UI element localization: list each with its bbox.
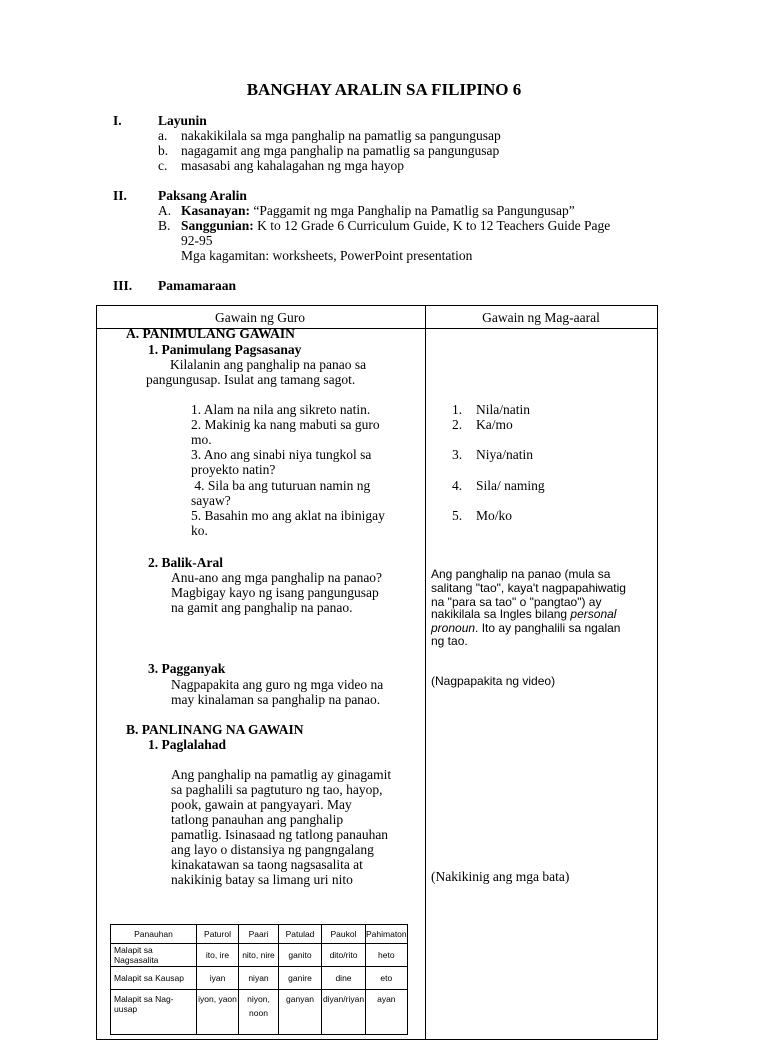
subject-a-letter: A. — [158, 203, 172, 218]
subject-b-letter: B. — [158, 218, 171, 233]
kasanayan-text: “Paggamit ng mga Panghalip na Pamatlig sa Pangungusap” — [253, 203, 575, 218]
kasanayan-label: Kasanayan: — [181, 203, 251, 218]
b1-line: pamatlig. Isinasaad ng tatlong panauhan — [171, 827, 389, 842]
b1-answer: (Nakikinig ang mga bata) — [431, 869, 570, 884]
table-header-row — [111, 925, 408, 944]
question-line: 3. Ano ang sinabi niya tungkol sa — [191, 447, 372, 462]
b1-line: ang layo o distansiya ng pangngalang — [171, 842, 374, 857]
table-cell: Malapit sa Kausap — [111, 967, 197, 990]
table-cell: dine — [322, 967, 366, 990]
table-cell: nito, nire — [239, 944, 279, 967]
table-cell: niyan — [239, 967, 279, 990]
answer-text: Niya/natin — [476, 447, 533, 462]
answer-text: Nila/natin — [476, 402, 530, 417]
table-cell: eto — [366, 967, 408, 990]
cell-line: noon — [249, 1008, 268, 1018]
b1-line: tatlong panauhan ang panghalip — [171, 812, 344, 827]
pamatlig-table — [110, 924, 408, 1035]
kagamitan-text: Mga kagamitan: worksheets, PowerPoint presentation — [181, 248, 473, 263]
answer-number: 4. — [452, 478, 463, 493]
a1-title: 1. Panimulang Pagsasanay — [148, 342, 302, 357]
sanggunian-text: K to 12 Grade 6 Curriculum Guide, K to 12 Teachers Guide Page — [257, 218, 611, 233]
a2-answer-line — [431, 621, 620, 635]
objective-b: nagagamit ang mga panghalip na pamatlig sa pangungusap — [181, 143, 500, 158]
a2-title: 2. Balik-Aral — [148, 555, 224, 570]
answer-text: Ka/mo — [476, 417, 513, 432]
a2-answer-italic: pronoun — [431, 621, 476, 635]
objective-a-letter: a. — [158, 128, 168, 143]
table-row — [111, 967, 408, 990]
table-cell: ayan — [366, 990, 408, 1035]
objective-a: nakakikilala sa mga panghalip na pamatlig sa pangungusap — [181, 128, 501, 143]
col-header-mag-aaral: Gawain ng Mag-aaral — [482, 310, 600, 325]
a2-line: Magbigay kayo ng isang pangungusap — [171, 585, 379, 600]
answer-number: 5. — [452, 508, 463, 523]
sanggunian-text-cont: 92-95 — [181, 233, 213, 248]
subject-a — [181, 203, 575, 218]
table-cell: diyan/riyan — [322, 990, 366, 1035]
section-3-number: III. — [113, 278, 133, 293]
header-paturol: Paturol — [197, 925, 239, 944]
answer-number: 3. — [452, 447, 463, 462]
section-1-number: I. — [113, 113, 122, 128]
question-line: 4. Sila ba ang tuturuan namin ng — [191, 478, 371, 493]
answer-text: Sila/ naming — [476, 478, 545, 493]
objective-c-letter: c. — [158, 158, 168, 173]
objective-c: masasabi ang kahalagahan ng mga hayop — [181, 158, 405, 173]
section-2-title: Paksang Aralin — [158, 188, 247, 203]
a2-answer-italic: personal — [570, 607, 617, 621]
b1-line: kinakatawan sa taong nagsasalita at — [171, 857, 363, 872]
a3-answer: (Nagpapakita ng video) — [431, 674, 556, 688]
a1-instruction-1: Kilalanin ang panghalip na panao sa — [170, 357, 367, 372]
table-cell: ganito — [279, 944, 322, 967]
header-patulad: Patulad — [279, 925, 322, 944]
a2-answer-line: na "para sa tao" o "pangtao") ay — [431, 595, 602, 609]
table-row — [111, 944, 408, 967]
part-a-title: A. PANIMULANG GAWAIN — [126, 326, 295, 341]
section-1-title: Layunin — [158, 113, 207, 128]
question-line: mo. — [191, 432, 212, 447]
b1-line: Ang panghalip na pamatlig ay ginagamit — [171, 767, 392, 782]
answer-number: 2. — [452, 417, 463, 432]
header-paari: Paari — [239, 925, 279, 944]
a2-answer-text: . Ito ay panghalili sa ngalan — [475, 621, 621, 635]
answer-text: Mo/ko — [476, 508, 513, 523]
table-cell: iyon, yaon — [197, 990, 239, 1035]
section-3-title: Pamamaraan — [158, 278, 236, 293]
a2-answer-line: ng tao. — [431, 634, 468, 648]
a2-answer-line: salitang "tao", kaya't nagpapahiwatig — [431, 581, 626, 595]
table-cell: heto — [366, 944, 408, 967]
answer-number: 1. — [452, 402, 463, 417]
col-header-guro: Gawain ng Guro — [215, 310, 305, 325]
table-cell — [239, 990, 279, 1035]
a2-number-title — [148, 555, 223, 570]
b1-line: pook, gawain at pangyayari. May — [171, 797, 352, 812]
table-cell: iyan — [197, 967, 239, 990]
a2-answer-line — [431, 607, 616, 621]
objective-b-letter: b. — [158, 143, 169, 158]
question-line: 1. Alam na nila ang sikreto natin. — [191, 402, 371, 417]
header-pahimaton: Pahimaton — [366, 925, 408, 944]
question-line: proyekto natin? — [191, 462, 276, 477]
section-2-number: II. — [113, 188, 127, 203]
question-line: ko. — [191, 523, 208, 538]
table-cell: ito, ire — [197, 944, 239, 967]
a1-instruction-2: pangungusap. Isulat ang tamang sagot. — [146, 372, 356, 387]
table-cell: Malapit sa Nagsasalita — [111, 944, 197, 967]
table-cell: dito/rito — [322, 944, 366, 967]
table-column-divider — [425, 306, 426, 1039]
cell-line: niyon, — [247, 994, 270, 1004]
b1-title: 1. Paglalahad — [148, 737, 227, 752]
subject-b — [181, 218, 610, 233]
a3-title: 3. Pagganyak — [148, 661, 226, 676]
table-row — [111, 990, 408, 1035]
table-cell: Malapit sa Nag-uusap — [111, 990, 197, 1035]
part-b-title: B. PANLINANG NA GAWAIN — [126, 722, 304, 737]
a2-answer-text: nakikilala sa Ingles bilang — [431, 607, 571, 621]
a3-line: Nagpapakita ang guro ng mga video na — [171, 677, 384, 692]
document-title: BANGHAY ARALIN SA FILIPINO 6 — [246, 80, 522, 99]
sanggunian-label: Sanggunian: — [181, 218, 254, 233]
a2-answer-line: Ang panghalip na panao (mula sa — [431, 567, 611, 581]
b1-line: sa paghalili sa pagtuturo ng tao, hayop, — [171, 782, 383, 797]
header-paukol: Paukol — [322, 925, 366, 944]
a2-line: na gamit ang panghalip na panao. — [171, 600, 353, 615]
a2-line: Anu-ano ang mga panghalip na panao? — [171, 570, 383, 585]
header-panauhan: Panauhan — [111, 925, 197, 944]
a3-line: may kinalaman sa panghalip na panao. — [171, 692, 381, 707]
question-line: sayaw? — [191, 493, 231, 508]
table-cell: ganyan — [279, 990, 322, 1035]
table-cell: ganire — [279, 967, 322, 990]
question-line: 5. Basahin mo ang aklat na ibinigay — [191, 508, 385, 523]
b1-line: nakikinig batay sa limang uri nito — [171, 872, 353, 887]
question-line: 2. Makinig ka nang mabuti sa guro — [191, 417, 380, 432]
